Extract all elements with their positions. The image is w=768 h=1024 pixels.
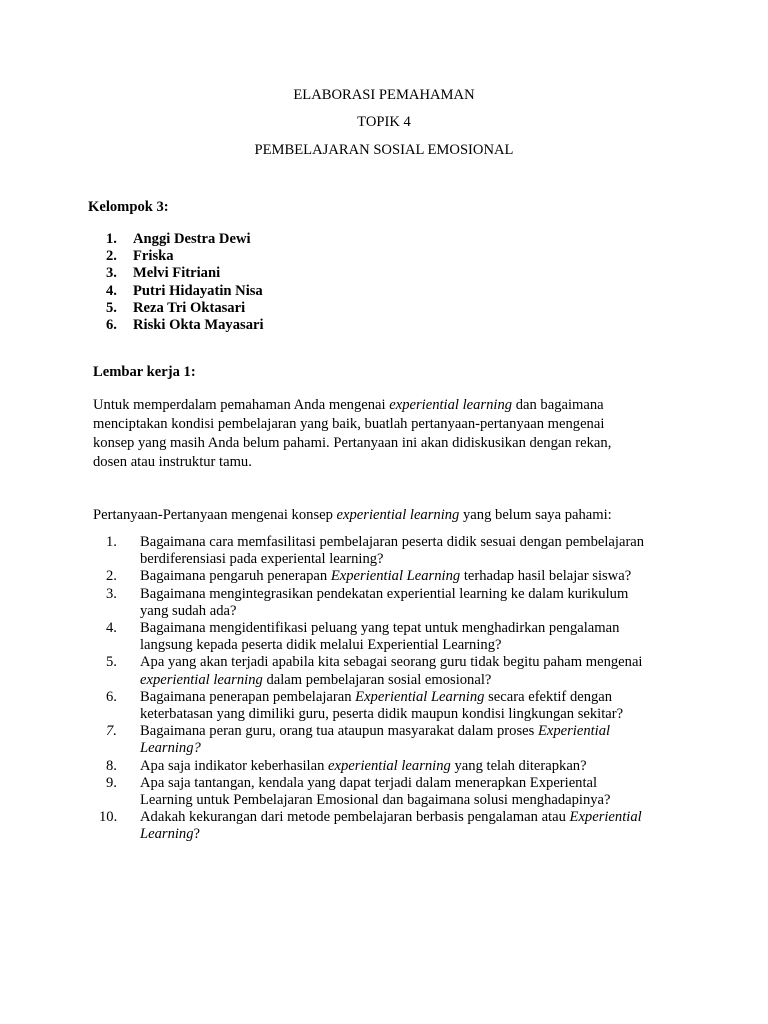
question-line	[140, 809, 644, 826]
text-run: Bagaimana pengaruh penerapan	[140, 568, 331, 585]
question-line	[140, 568, 644, 585]
question-line: Apa yang akan terjadi apabila kita sebagai seorang guru tidak begitu paham mengenai	[140, 654, 643, 671]
question-line: Learning?	[140, 740, 201, 757]
text-run: dalam pembelajaran sosial emosional?	[262, 671, 492, 688]
group-label: Kelompok 3:	[88, 199, 169, 215]
question-line: berdiferensiasi pada experiental learning?	[140, 551, 384, 568]
question-line	[140, 758, 644, 775]
member-name: Friska	[133, 248, 174, 265]
question-line: Bagaimana mengidentifikasi peluang yang tepat untuk menghadirkan pengalaman	[140, 620, 620, 637]
list-item	[106, 300, 264, 317]
question-line	[140, 689, 644, 706]
list-item	[106, 265, 264, 282]
topic-number: TOPIK 4	[357, 114, 411, 130]
paragraph-line	[93, 396, 673, 415]
member-list	[106, 231, 264, 334]
italic-term: experiential learning	[140, 671, 263, 688]
list-number: 2.	[106, 568, 117, 585]
italic-term: Experiential Learning	[355, 688, 485, 705]
member-name: Anggi Destra Dewi	[133, 231, 251, 247]
question-line	[140, 826, 644, 843]
list-number: 4.	[106, 620, 117, 637]
italic-term: experiential learning	[328, 757, 451, 774]
question-line	[140, 723, 644, 740]
list-item	[106, 283, 264, 300]
question-item	[106, 654, 644, 688]
list-number: 1.	[106, 534, 117, 550]
questions-intro	[93, 506, 612, 524]
list-number: 8.	[106, 757, 117, 774]
italic-term: experiential learning	[336, 507, 460, 523]
text-run: Bagaimana peran guru, orang tua ataupun masyarakat dalam proses	[140, 723, 538, 740]
italic-term: Experiential Learning	[330, 568, 461, 585]
question-item	[106, 689, 644, 723]
member-name: Putri Hidayatin Nisa	[133, 282, 263, 299]
list-number: 3.	[106, 265, 117, 282]
text-run: Bagaimana penerapan pembelajaran	[140, 688, 356, 705]
list-number: 5.	[106, 654, 117, 671]
document-title: ELABORASI PEMAHAMAN	[293, 87, 475, 103]
member-name: Riski Okta Mayasari	[133, 316, 264, 333]
question-item	[99, 809, 644, 843]
text-run: Untuk memperdalam pemahaman Anda mengenai	[93, 397, 390, 413]
list-number: 6.	[106, 316, 117, 333]
question-line: Learning untuk Pembelajaran Emosional dan bagaimana solusi menghadapinya?	[140, 792, 611, 809]
text-run: Pertanyaan-Pertanyaan mengenai konsep	[93, 507, 337, 523]
list-number: 6.	[106, 688, 117, 705]
text-run: yang belum saya pahami:	[459, 507, 612, 523]
text-run: Adakah kekurangan dari metode pembelajaran berbasis pengalaman atau	[140, 809, 570, 826]
list-item	[106, 231, 264, 248]
worksheet-label: Lembar kerja 1:	[93, 364, 196, 380]
list-number: 3.	[106, 585, 117, 602]
question-line: Bagaimana mengintegrasikan pendekatan experiential learning ke dalam kurikulum	[140, 585, 629, 602]
question-line: langsung kepada peserta didik melalui Experiential Learning?	[140, 637, 502, 654]
italic-term: Experiential	[569, 809, 642, 826]
text-run: terhadap hasil belajar siswa?	[460, 568, 632, 585]
instruction-paragraph	[93, 396, 673, 472]
text-run: ?	[193, 826, 200, 843]
question-line: Bagaimana cara memfasilitasi pembelajaran peserta didik sesuai dengan pembelajaran	[140, 534, 645, 550]
question-item	[106, 568, 644, 585]
list-number: 7.	[106, 723, 117, 740]
question-item	[106, 775, 644, 809]
paragraph-line: konsep yang masih Anda belum pahami. Pertanyaan ini akan didiskusikan dengan rekan,	[93, 435, 612, 451]
list-item	[106, 248, 264, 265]
question-item	[106, 620, 644, 654]
question-list	[99, 534, 645, 844]
list-number: 1.	[106, 231, 117, 247]
list-number: 4.	[106, 282, 117, 299]
list-number: 9.	[106, 774, 117, 791]
italic-term: Learning	[140, 826, 194, 843]
question-line: Apa saja tantangan, kendala yang dapat terjadi dalam menerapkan Experiental	[140, 774, 598, 791]
paragraph-line: dosen atau instruktur tamu.	[93, 454, 252, 470]
list-number: 2.	[106, 248, 117, 265]
text-run: Apa saja indikator keberhasilan	[140, 757, 329, 774]
text-run: secara efektif dengan	[484, 688, 613, 705]
list-item	[106, 317, 264, 334]
question-line	[140, 672, 644, 689]
topic-title: PEMBELAJARAN SOSIAL EMOSIONAL	[254, 142, 514, 158]
question-item	[106, 586, 644, 620]
italic-term: Experiential	[537, 723, 611, 740]
question-item	[106, 723, 644, 757]
question-line: yang sudah ada?	[140, 602, 237, 619]
member-name: Reza Tri Oktasari	[133, 299, 246, 316]
text-run: yang telah diterapkan?	[450, 757, 587, 774]
question-item	[106, 534, 644, 568]
question-item	[106, 758, 644, 775]
paragraph-line: menciptakan kondisi pembelajaran yang baik, buatlah pertanyaan-pertanyaan mengenai	[93, 416, 605, 432]
member-name: Melvi Fitriani	[133, 265, 221, 282]
list-number: 5.	[106, 299, 117, 316]
question-line: keterbatasan yang dimiliki guru, peserta didik maupun kondisi lingkungan sekitar?	[140, 706, 624, 723]
italic-term: experiential learning	[389, 397, 513, 413]
text-run: dan bagaimana	[512, 397, 604, 413]
list-number: 10.	[99, 809, 118, 826]
